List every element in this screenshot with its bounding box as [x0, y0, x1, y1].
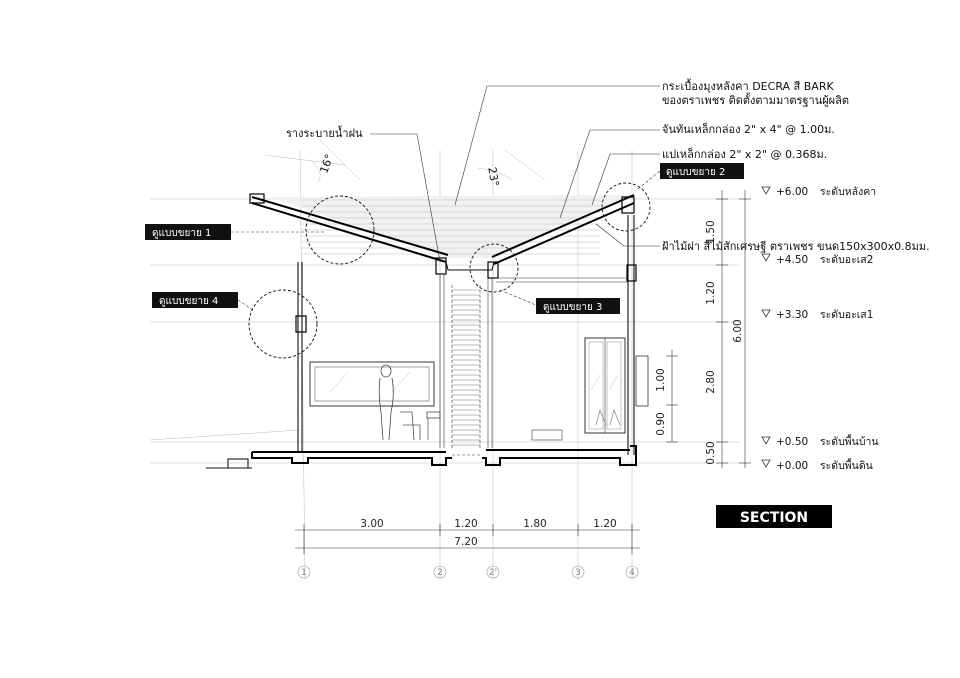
svg-text:0.50: 0.50 — [705, 441, 717, 465]
svg-text:ดูแบบขยาย 4: ดูแบบขยาย 4 — [159, 296, 219, 307]
svg-text:1.20: 1.20 — [593, 518, 617, 530]
grid-bubble-2 — [434, 566, 446, 578]
right-room-door — [532, 338, 648, 440]
level-beam1 — [762, 309, 873, 321]
svg-text:ระดับพื้นบ้าน: ระดับพื้นบ้าน — [820, 436, 879, 448]
drawing-title — [716, 505, 832, 528]
svg-text:3.00: 3.00 — [360, 518, 384, 530]
svg-text:ระดับอะเส1: ระดับอะเส1 — [820, 309, 874, 321]
angle-left-label: 16° — [317, 152, 337, 176]
svg-text:2.80: 2.80 — [705, 370, 717, 394]
svg-text:จันทันเหล็กกล่อง 2" x 4" @ 1.0: จันทันเหล็กกล่อง 2" x 4" @ 1.00ม. — [662, 123, 835, 136]
human-figure — [379, 365, 393, 440]
svg-text:ดูแบบขยาย 1: ดูแบบขยาย 1 — [152, 228, 212, 239]
svg-text:2: 2 — [437, 568, 443, 578]
svg-text:+3.30: +3.30 — [776, 309, 809, 321]
angle-right-label: 23° — [485, 166, 502, 188]
grid-bubble-3 — [572, 566, 584, 578]
svg-text:ระดับอะเส2: ระดับอะเส2 — [820, 254, 874, 266]
angle-markers — [310, 152, 512, 187]
svg-text:ดูแบบขยาย 2: ดูแบบขยาย 2 — [666, 167, 726, 178]
floor-slab — [206, 446, 636, 468]
svg-text:+4.50: +4.50 — [776, 254, 809, 266]
svg-text:+6.00: +6.00 — [776, 186, 809, 198]
svg-text:ของตราเพชร ติดตั้งตามมาตรฐานผู: ของตราเพชร ติดตั้งตามมาตรฐานผู้ผลิต — [662, 94, 849, 107]
svg-text:ฝ้าไม้ฝา สีไม้สักเศรษฐี ตราเพช: ฝ้าไม้ฝา สีไม้สักเศรษฐี ตราเพชร ขนด150x300x0.8มม. — [662, 240, 930, 253]
svg-text:ระดับพื้นดิน: ระดับพื้นดิน — [820, 460, 873, 472]
svg-text:รางระบายน้ำฝน: รางระบายน้ำฝน — [286, 127, 363, 140]
svg-text:+0.50: +0.50 — [776, 436, 809, 448]
vertical-dimensions — [655, 190, 751, 468]
grid-bubble-1 — [298, 566, 310, 578]
svg-text:SECTION: SECTION — [739, 510, 809, 526]
svg-text:1.80: 1.80 — [523, 518, 547, 530]
detail-circle-4 — [249, 290, 317, 358]
chairs — [400, 412, 440, 440]
svg-text:1.20: 1.20 — [454, 518, 478, 530]
svg-text:0.90: 0.90 — [655, 412, 667, 436]
svg-text:7.20: 7.20 — [454, 536, 478, 548]
svg-text:1.50: 1.50 — [705, 220, 717, 244]
note-ceiling — [596, 224, 930, 253]
grid-bubbles — [298, 566, 638, 578]
detail-tag-3[interactable] — [500, 290, 620, 314]
level-beam2 — [762, 254, 873, 266]
left-room-window — [310, 362, 434, 406]
svg-text:ระดับหลังคา: ระดับหลังคา — [820, 186, 877, 198]
horizontal-dimensions — [295, 518, 640, 554]
svg-text:4: 4 — [629, 568, 635, 578]
svg-text:แปเหล็กกล่อง 2" x 2" @ 0.368ม.: แปเหล็กกล่อง 2" x 2" @ 0.368ม. — [662, 148, 828, 161]
stair-core — [452, 285, 480, 450]
svg-text:1: 1 — [301, 568, 307, 578]
svg-text:3: 3 — [575, 568, 581, 578]
level-roof — [762, 186, 876, 198]
detail-tag-1[interactable] — [145, 224, 326, 240]
svg-text:กระเบื้องมุงหลังคา DECRA สี B: กระเบื้องมุงหลังคา DECRA สี BARK — [662, 80, 834, 93]
detail-tag-2[interactable] — [638, 163, 744, 189]
svg-text:1.20: 1.20 — [705, 281, 717, 305]
svg-text:6.00: 6.00 — [732, 319, 744, 343]
level-ground — [762, 458, 873, 472]
svg-text:2': 2' — [488, 568, 498, 578]
level-floor — [762, 434, 879, 448]
svg-text:+0.00: +0.00 — [776, 460, 809, 472]
svg-text:ดูแบบขยาย 3: ดูแบบขยาย 3 — [543, 302, 603, 313]
detail-tag-4[interactable] — [152, 292, 253, 310]
svg-text:1.00: 1.00 — [655, 368, 667, 392]
grid-bubble-2-prime — [487, 566, 499, 578]
grid-bubble-4 — [626, 566, 638, 578]
